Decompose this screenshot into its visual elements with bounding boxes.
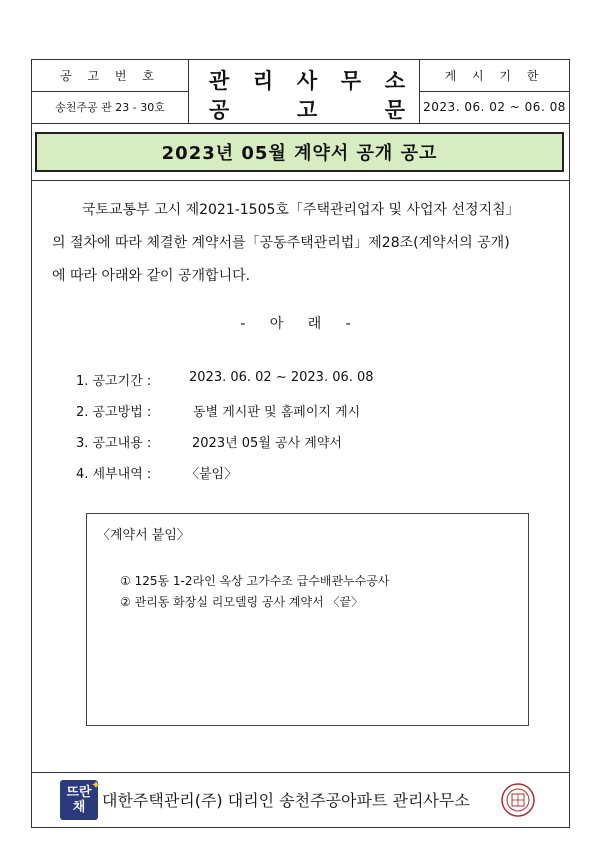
office-char: 관: [209, 69, 230, 93]
company-logo: [60, 778, 101, 820]
posting-period: 2023. 06. 02 ~ 06. 08: [423, 100, 566, 114]
body-line: 에 따라 아래와 같이 공개합니다.: [52, 268, 251, 284]
posting-period-cell: [420, 60, 569, 123]
detail-value: 동별 게시판 및 홈페이지 게시: [193, 405, 361, 420]
detail-value: 2023년 05월 공사 계약서: [192, 436, 342, 451]
notice-number: 송천주공 관 23 - 30호: [55, 101, 165, 114]
posting-period-label: 게 시 기 한: [420, 60, 569, 92]
detail-value: 2023. 06. 02 ~ 2023. 06. 08: [189, 370, 374, 385]
logo-text: 뜨란: [66, 785, 92, 800]
header-table: [32, 60, 569, 123]
footer: [32, 772, 569, 827]
office-char: 리: [252, 69, 274, 93]
detail-label: 3. 공고내용 :: [76, 436, 152, 451]
office-char: 사: [296, 69, 318, 93]
detail-label: 4. 세부내역 :: [76, 467, 152, 482]
office-title-cell: [189, 60, 420, 123]
body-paragraph: [52, 194, 562, 293]
document-title: 2023년 05월 계약서 공개 공고: [35, 132, 564, 172]
detail-label: 2. 공고방법 :: [76, 405, 152, 420]
title-divider: [32, 180, 569, 181]
office-title: [209, 65, 405, 93]
logo-text: 채: [72, 800, 86, 815]
notice-number-label: 공 고 번 호: [32, 60, 188, 92]
section-heading: - 아 래 -: [240, 316, 361, 332]
header-divider: [32, 123, 569, 124]
star-icon: ✦: [90, 778, 101, 792]
attachment-item: ② 관리동 화장실 리모델링 공사 계약서 〈끝〉: [120, 595, 364, 609]
notice-number-cell: [32, 60, 189, 123]
office-char: 무: [340, 69, 362, 93]
notice-char: 고: [296, 98, 318, 122]
notice-char: 공: [209, 98, 230, 122]
detail-value: 〈붙임〉: [186, 467, 238, 482]
office-char: 소: [384, 69, 405, 93]
body-line: 국토교통부 고시 제2021-1505호「주택관리업자 및 사업자 선정지침」: [82, 202, 520, 218]
notice-char: 문: [384, 98, 405, 122]
attachment-box: [86, 513, 529, 726]
attachment-title: 〈계약서 붙임〉: [97, 528, 190, 543]
body-line: 의 절차에 따라 체결한 계약서를「공동주택관리법」제28조(계약서의 공개): [52, 235, 510, 251]
detail-label: 1. 공고기간 :: [76, 374, 152, 389]
issuer-name: 대한주택관리(주) 대리인 송천주공아파트 관리사무소: [102, 791, 470, 810]
notice-title: [209, 94, 405, 122]
notice-document: [31, 59, 570, 828]
attachment-item: ① 125동 1-2라인 옥상 고가수조 급수배관누수공사: [120, 574, 390, 588]
official-seal-icon: [500, 782, 536, 818]
